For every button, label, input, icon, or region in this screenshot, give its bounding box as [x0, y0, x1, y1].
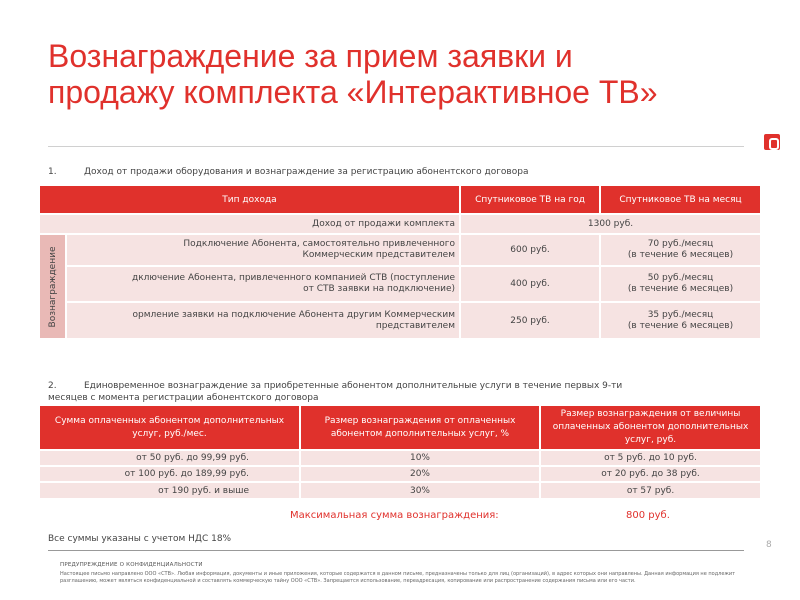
reward-sidebar-label: Вознаграждение — [47, 246, 58, 327]
section-1-number: 1. — [48, 167, 57, 177]
header-income-type: Тип дохода — [40, 186, 460, 214]
max-reward-label: Максимальная сумма вознаграждения: — [290, 510, 499, 521]
header-reward-amount: Размер вознаграждения от величины оплаченных абонентом дополнительных услуг, руб. — [540, 406, 760, 450]
row-reward: от 5 руб. до 10 руб. — [540, 450, 760, 466]
row-month-line2: (в течение 6 месяцев) — [627, 250, 734, 260]
header-satellite-month: Спутниковое ТВ на месяц — [600, 186, 760, 214]
section-2-heading — [48, 380, 622, 404]
row-month-line2: (в течение 6 месяцев) — [627, 284, 734, 294]
table-row — [40, 466, 760, 482]
table-row — [40, 234, 760, 266]
table-row — [40, 450, 760, 466]
max-reward-value: 800 руб. — [626, 510, 670, 521]
row-month-value — [600, 302, 760, 338]
row-percent: 30% — [300, 482, 540, 498]
table-row — [40, 482, 760, 498]
row-year-value: 250 руб. — [460, 302, 600, 338]
section-2-line-1: Единовременное вознаграждение за приобретенные абонентом дополнительные услуги в течение первых 9-ти — [84, 381, 623, 391]
table-row — [40, 302, 760, 338]
header-satellite-year: Спутниковое ТВ на год — [460, 186, 600, 214]
row-label — [66, 234, 460, 266]
title-line-2: продажу комплекта «Интерактивное ТВ» — [48, 74, 658, 110]
confidentiality-title: ПРЕДУПРЕЖДЕНИЕ О КОНФИДЕНЦИАЛЬНОСТИ — [60, 562, 203, 568]
row-label — [66, 302, 460, 338]
page-number: 8 — [766, 540, 772, 550]
header-paid-amount: Сумма оплаченных абонентом дополнительных услуг, руб./мес. — [40, 406, 300, 450]
row-reward: от 57 руб. — [540, 482, 760, 498]
title-divider — [48, 146, 744, 147]
header-reward-percent: Размер вознаграждения от оплаченных абонентом дополнительных услуг, % — [300, 406, 540, 450]
section-2-line-2: месяцев с момента регистрации абонентского договора — [48, 393, 319, 403]
income-table — [40, 186, 760, 338]
confidentiality-text: Настоящее письмо направлено ООО «СТВ». Любая информация, документы и иные приложения, которые содержатся в данном письме, предназначены только для лиц (организаций), в адрес которых они направлены. Данная информация не подлежит разглашению, может являться конфиденциальной и составлять коммерческую тайну ООО «СТВ». Запрещается использование, переадресация, копирование или распространение содержания письма или его части. — [60, 571, 736, 584]
row-percent: 20% — [300, 466, 540, 482]
row-amount: от 100 руб. до 189,99 руб. — [40, 466, 300, 482]
row-label-line2: от СТВ заявки на подключение) — [303, 284, 455, 294]
row-month-value — [600, 234, 760, 266]
footer-divider — [48, 550, 744, 551]
row-label-line2: Коммерческим представителем — [302, 250, 455, 260]
additional-services-table — [40, 406, 760, 498]
kit-row-label: Доход от продажи комплекта — [40, 214, 460, 234]
row-label-line1: дключение Абонента, привлеченного компанией СТВ (поступление — [131, 273, 455, 283]
reward-sidebar — [40, 234, 66, 338]
row-month-line2: (в течение 6 месяцев) — [627, 320, 734, 331]
row-month-line1: 35 руб./месяц — [647, 309, 714, 320]
income-table-header — [40, 186, 760, 214]
row-month-value — [600, 266, 760, 302]
row-year-value: 400 руб. — [460, 266, 600, 302]
row-amount: от 190 руб. и выше — [40, 482, 300, 498]
table-row — [40, 266, 760, 302]
section-1-text: Доход от продажи оборудования и вознаграждение за регистрацию абонентского договора — [84, 167, 529, 177]
company-logo-icon — [764, 134, 780, 150]
row-month-line1: 50 руб./месяц — [647, 273, 714, 283]
row-label-line2: представителем — [375, 320, 455, 331]
additional-services-header — [40, 406, 760, 450]
section-2-number: 2. — [48, 381, 57, 391]
title-line-1: Вознаграждение за прием заявки и — [48, 38, 573, 74]
page-title — [48, 38, 748, 110]
row-reward: от 20 руб. до 38 руб. — [540, 466, 760, 482]
kit-row — [40, 214, 760, 234]
section-1-heading — [48, 166, 528, 178]
vat-note: Все суммы указаны с учетом НДС 18% — [48, 534, 232, 544]
row-label — [66, 266, 460, 302]
row-amount: от 50 руб. до 99,99 руб. — [40, 450, 300, 466]
row-year-value: 600 руб. — [460, 234, 600, 266]
kit-row-value: 1300 руб. — [460, 214, 760, 234]
row-label-line1: Подключение Абонента, самостоятельно привлеченного — [183, 239, 455, 249]
row-percent: 10% — [300, 450, 540, 466]
row-label-line1: ормление заявки на подключение Абонента другим Коммерческим — [132, 309, 455, 320]
row-month-line1: 70 руб./месяц — [647, 239, 714, 249]
